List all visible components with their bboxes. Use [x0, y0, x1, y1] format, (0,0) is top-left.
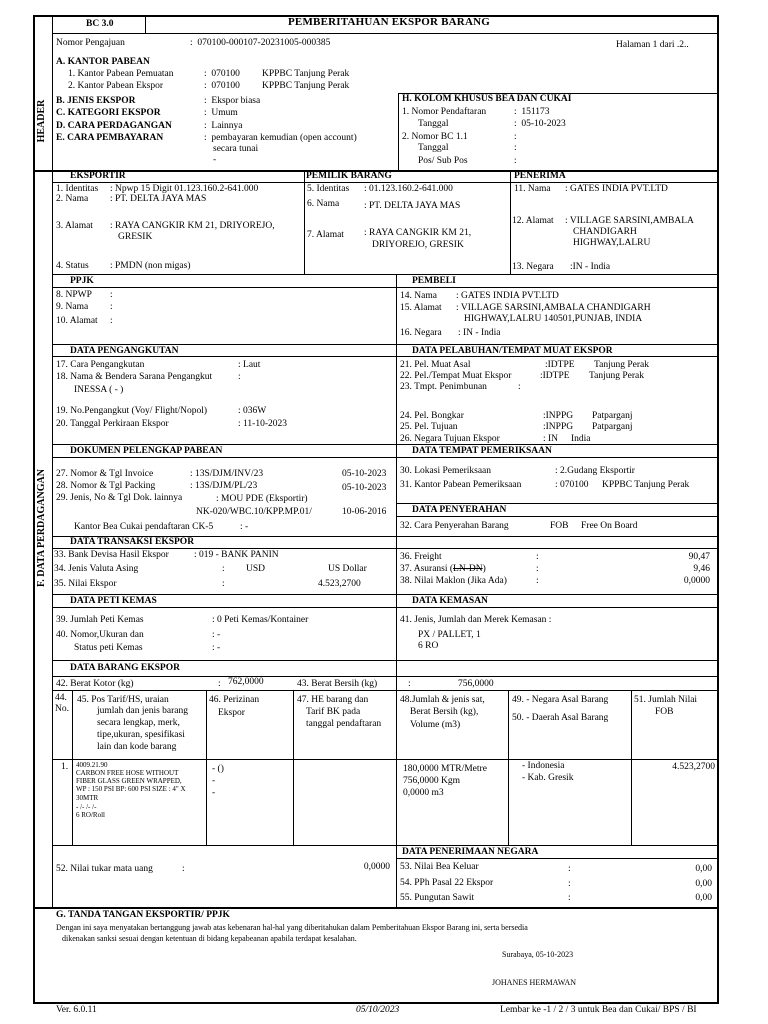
- pel-bongkar-code: :INPPG: [543, 411, 574, 421]
- nomor-pendaftaran-label: 1. Nomor Pendaftaran: [402, 107, 487, 117]
- pemilik-nama-value: : PT. DELTA JAYA MAS: [364, 201, 461, 211]
- pel-negara-label: 26. Negara Tujuan Ekspor: [400, 434, 500, 444]
- ppjk-npwp-colon: :: [110, 290, 113, 300]
- sawit-label: 55. Pungutan Sawit: [400, 893, 475, 903]
- kantor-pemuatan-label: 1. Kantor Pabean Pemuatan: [68, 69, 174, 79]
- pel-timbun-value: :: [518, 382, 521, 392]
- eksportir-nama-label: 2. Nama: [56, 194, 89, 204]
- eksportir-identitas-label: 1. Identitas: [56, 184, 99, 194]
- pengangkutan-nama-colon: :: [238, 372, 241, 382]
- asuransi-value: 9,46: [693, 564, 710, 574]
- eksportir-alamat-label: 3. Alamat: [56, 221, 93, 231]
- sep-transaksi-head: [52, 548, 718, 549]
- col45-head-1: 45. Pos Tarif/HS, uraian: [77, 695, 169, 705]
- col45-head-3: secara lengkap, merk,: [97, 718, 180, 728]
- pembeli-negara-value: : IN - India: [458, 328, 501, 338]
- bea-keluar-colon: :: [568, 864, 571, 874]
- pel-bongkar-label: 24. Pel. Bongkar: [400, 411, 464, 421]
- pengangkutan-no-label: 19. No.Pengangkut (Voy/ Flight/Nopol): [56, 406, 208, 416]
- ck5-label: Kantor Bea Cukai pendaftaran CK-5: [74, 522, 214, 532]
- bea-keluar-label: 53. Nilai Bea Keluar: [400, 862, 479, 872]
- col46-head-1: 46. Perizinan: [209, 695, 260, 705]
- ppjk-header-line: [52, 287, 718, 288]
- dok-lain-label: 29. Jenis, No & Tgl Dok. lainnya: [56, 493, 183, 503]
- col45-head-5: lain dan kode barang: [97, 742, 177, 752]
- pengangkutan-cara-label: 17. Cara Pengangkutan: [56, 360, 145, 370]
- eksportir-status-label: 4. Status: [56, 261, 89, 271]
- bc11-label: 2. Nomor BC 1.1: [402, 132, 468, 142]
- ppjk-heading: PPJK: [70, 276, 94, 286]
- sep-petikemas-head: [52, 607, 718, 608]
- pengangkutan-heading: DATA PENGANGKUTAN: [70, 346, 179, 356]
- kemasan-heading: DATA KEMASAN: [412, 596, 488, 606]
- bank-label: 33. Bank Devisa Hasil Ekspor: [54, 550, 169, 560]
- nomor-pendaftaran-value: : 151173: [514, 107, 550, 117]
- bc11-value: :: [514, 132, 517, 142]
- item-izin-3: -: [212, 788, 216, 798]
- valuta-label: 34. Jenis Valuta Asing: [54, 564, 139, 574]
- nilai-ekspor-colon: :: [222, 579, 225, 589]
- peti-nomor-label: 40. Nomor,Ukuran dan: [56, 630, 144, 640]
- party-divider-2: [510, 170, 511, 274]
- invoice-value: : 13S/DJM/INV/23: [190, 469, 264, 479]
- col50-head: 50. - Daerah Asal Barang: [512, 713, 609, 723]
- tanggal2-value: :: [514, 143, 517, 153]
- eksportir-alamat-value1: : RAYA CANGKIR KM 21, DRIYOREJO,: [110, 221, 275, 231]
- transaksi-heading: DATA TRANSAKSI EKSPOR: [70, 537, 195, 547]
- pengangkutan-tgl-value: : 11-10-2023: [238, 419, 287, 429]
- penerima-alamat-label: 12. Alamat: [512, 216, 554, 226]
- bea-keluar-value: 0,00: [695, 864, 712, 874]
- col49-head: 49. - Negara Asal Barang: [512, 695, 609, 705]
- penyerahan-heading: DATA PENYERAHAN: [412, 505, 507, 515]
- pel-asal-name: Tanjung Perak: [594, 360, 650, 370]
- pembeli-nama-label: 14. Nama: [400, 291, 437, 301]
- item-desc-5: 30MTR: [76, 794, 99, 802]
- pembeli-negara-label: 16. Negara: [400, 328, 442, 338]
- ppjk-npwp-label: 8. NPWP: [56, 290, 92, 300]
- col48-head-1: 48.Jumlah & jenis sat,: [400, 695, 485, 705]
- col44-head-a: 44.: [55, 693, 67, 703]
- ttd-signatory-name: JOHANES HERMAWAN: [492, 978, 577, 987]
- eksportir-identitas-value: : Npwp 15 Digit 01.123.160.2-641.000: [110, 184, 259, 194]
- valuta-colon: :: [222, 564, 225, 574]
- netto-value: 756,0000: [458, 679, 494, 689]
- item-desc-2: CARBON FREE HOSE WITHOUT: [76, 769, 179, 777]
- item-jumlah-2: 756,0000 Kgm: [403, 776, 460, 786]
- kantor-ekspor-name: KPPBC Tanjung Perak: [262, 81, 350, 91]
- pembeli-alamat-value1: : VILLAGE SARSINI,AMBALA CHANDIGARH: [456, 303, 651, 313]
- dok-lain-value: : MOU PDE (Eksportir): [216, 494, 308, 504]
- sep-ttd-top: [33, 907, 719, 909]
- item-fob: 4.523,2700: [672, 762, 715, 772]
- ppjk-alamat-label: 10. Alamat: [56, 316, 98, 326]
- dok-lain-date: 10-06-2016: [342, 507, 387, 517]
- pel-timbun-label: 23. Tmpt. Penimbunan: [400, 382, 487, 392]
- kantor-heading: A. KANTOR PABEAN: [56, 57, 150, 67]
- pelabuhan-heading: DATA PELABUHAN/TEMPAT MUAT EKSPOR: [412, 346, 613, 356]
- pengangkutan-cara-value: : Laut: [238, 360, 261, 370]
- col-44-line: [72, 690, 73, 845]
- penerima-alamat-value2: CHANDIGARH: [573, 227, 637, 237]
- party-divider-1: [304, 170, 305, 274]
- tanggal-label: Tanggal: [418, 119, 449, 129]
- col51-head-2: FOB: [655, 707, 674, 717]
- nilai-ekspor-label: 35. Nilai Ekspor: [54, 579, 117, 589]
- border-left: [33, 15, 35, 1003]
- ttd-heading: G. TANDA TANGAN EKSPORTIR/ PPJK: [56, 910, 230, 920]
- pemilik-alamat-label: 7. Alamat: [307, 230, 344, 240]
- pel-tujuan-code: :INPPG: [543, 422, 574, 432]
- party-header-line: [52, 182, 718, 183]
- kategori-ekspor-value: : Umum: [204, 108, 238, 118]
- pemilik-alamat-value1: : RAYA CANGKIR KM 21,: [364, 228, 472, 238]
- netto-colon: :: [408, 679, 411, 689]
- lokasi-value: : 2.Gudang Eksportir: [555, 466, 635, 476]
- kategori-ekspor-label: C. KATEGORI EKSPOR: [56, 108, 161, 118]
- sep-barang-top: [52, 660, 718, 661]
- pel-tujuan-label: 25. Pel. Tujuan: [400, 422, 458, 432]
- pos-value: :: [514, 156, 517, 166]
- border-bottom: [33, 1002, 719, 1004]
- pel-negara-name: India: [571, 434, 591, 444]
- col-46-line: [293, 690, 294, 845]
- sep-pengangkutan-top: [52, 344, 718, 345]
- party-end-line: [52, 274, 718, 275]
- peti-status-label: Status peti Kemas: [74, 643, 143, 653]
- pel-asal-label: 21. Pel. Muat Asal: [400, 360, 471, 370]
- col47-head-1: 47. HE barang dan: [297, 695, 369, 705]
- freight-label: 36. Freight: [400, 552, 442, 562]
- title-underline: [52, 33, 718, 34]
- page-title: PEMBERITAHUAN EKSPOR BARANG: [288, 16, 490, 28]
- eksportir-nama-value: : PT. DELTA JAYA MAS: [110, 194, 207, 204]
- packing-value: : 13S/DJM/PL/23: [190, 481, 258, 491]
- sep-item-header: [52, 759, 718, 760]
- kantor-pemuatan-code: : 070100: [204, 69, 240, 79]
- sep-dokumen-top: [52, 444, 718, 445]
- pemilik-identitas-label: 5. Identitas: [307, 184, 350, 194]
- maklon-value: 0,0000: [683, 576, 710, 586]
- maklon-label: 38. Nilai Maklon (Jika Ada): [400, 576, 507, 586]
- penerima-heading: PENERIMA: [514, 171, 566, 181]
- kemasan-value2: 6 RO: [418, 641, 439, 651]
- ttd-place-date: Surabaya, 05-10-2023: [502, 950, 574, 959]
- bruto-label: 42. Berat Kotor (kg): [56, 679, 134, 689]
- pph-value: 0,00: [695, 879, 712, 889]
- border-right: [717, 15, 719, 1003]
- footer-date: 05/10/2023: [356, 1005, 400, 1015]
- side-column-line: [52, 15, 53, 908]
- eksportir-alamat-value2: GRESIK: [118, 232, 153, 242]
- pel-tujuan-name: Patparganj: [592, 422, 633, 432]
- penerima-nama-value: : GATES INDIA PVT.LTD: [565, 184, 668, 194]
- pph-label: 54. PPh Pasal 22 Ekspor: [400, 878, 494, 888]
- side-label-data-perdagangan: F. DATA PERDAGANGAN: [36, 469, 47, 587]
- penerima-negara-value: :IN - India: [570, 262, 611, 272]
- kantor-pemuatan-name: KPPBC Tanjung Perak: [262, 69, 350, 79]
- penerima-alamat-value1: : VILLAGE SARSINI,AMBALA: [565, 216, 694, 226]
- ck5-value: : -: [240, 522, 249, 532]
- footer-version: Ver. 6.0.11: [56, 1005, 97, 1015]
- pemilik-alamat-value2: DRIYOREJO, GRESIK: [372, 240, 464, 250]
- kantor-periksa-code: : 070100: [555, 480, 589, 490]
- cara-pembayaran-value3: -: [213, 155, 217, 165]
- pos-label: Pos/ Sub Pos: [418, 156, 468, 166]
- pel-muat-code: :IDTPE: [540, 371, 570, 381]
- jenis-ekspor-label: B. JENIS EKSPOR: [56, 96, 136, 106]
- halaman: Halaman 1 dari .2..: [616, 40, 689, 50]
- peti-jumlah-value: : 0 Peti Kemas/Kontainer: [212, 615, 309, 625]
- kurs-value: 0,0000: [363, 862, 390, 872]
- col45-head-4: tipe,ukuran, spesifikasi: [97, 730, 185, 740]
- item-desc-7: 6 RO/Roll: [76, 811, 105, 819]
- sep-barang-head: [52, 676, 718, 677]
- peti-kemas-heading: DATA PETI KEMAS: [70, 596, 157, 606]
- kolom-khusus-left: [398, 93, 399, 170]
- pemilik-heading: PEMILIK BARANG: [306, 171, 392, 181]
- penerima-negara-label: 13. Negara: [512, 262, 554, 272]
- jenis-ekspor-value: : Ekspor biasa: [204, 96, 261, 106]
- invoice-date: 05-10-2023: [342, 469, 387, 479]
- valuta-name: US Dollar: [328, 564, 367, 574]
- cara-perdagangan-value: : Lainnya: [204, 121, 243, 131]
- pembeli-nama-value: : GATES INDIA PVT.LTD: [456, 291, 559, 301]
- sep-petikemas-top: [52, 594, 718, 595]
- side-label-header: HEADER: [36, 99, 47, 143]
- nilai-ekspor-value: 4.523,2700: [318, 579, 361, 589]
- col45-head-2: jumlah dan jenis barang: [97, 706, 189, 716]
- col44-head-b: No.: [55, 704, 69, 714]
- invoice-label: 27. Nomor & Tgl Invoice: [56, 469, 154, 479]
- item-desc-6: - /- /- /-: [76, 803, 97, 811]
- asuransi-colon: :: [536, 564, 539, 574]
- maklon-colon: :: [536, 576, 539, 586]
- kantor-ekspor-code: : 070100: [204, 81, 240, 91]
- ppjk-alamat-colon: :: [110, 316, 113, 326]
- sep-penerimaan-head: [396, 858, 718, 859]
- netto-label: 43. Berat Bersih (kg): [297, 679, 378, 689]
- packing-label: 28. Nomor & Tgl Packing: [56, 481, 156, 491]
- item-desc-4: WP : 150 PSI BP: 600 PSI SIZE : 4" X: [76, 785, 186, 793]
- nomor-pengajuan-value: : 070100-000107-20231005-000385: [190, 38, 331, 48]
- pengangkutan-nama-label: 18. Nama & Bendera Sarana Pengangkut: [56, 372, 213, 382]
- code-box-line: [145, 15, 146, 33]
- penyerahan-name: Free On Board: [581, 521, 638, 531]
- freight-value: 90,47: [688, 552, 710, 562]
- col-48-line: [508, 690, 509, 845]
- eksportir-heading: EKSPORTIR: [70, 171, 126, 181]
- penerima-alamat-value3: HIGHWAY,LALRU: [573, 238, 651, 248]
- col-45-line: [206, 690, 207, 845]
- penerimaan-heading: DATA PENERIMAAN NEGARA: [402, 847, 539, 857]
- item-izin-1: - (): [212, 764, 224, 774]
- bruto-colon: :: [218, 679, 221, 689]
- item-jumlah-3: 0,0000 m3: [403, 788, 444, 798]
- kurs-colon: :: [182, 864, 185, 874]
- dok-lain-no: NK-020/WBC.10/KPP.MP.01/: [196, 507, 312, 517]
- col-50-line: [631, 690, 632, 845]
- lokasi-label: 30. Lokasi Pemeriksaan: [400, 466, 492, 476]
- pel-muat-label: 22. Pel./Tempat Muat Ekspor: [400, 371, 512, 381]
- main-divider: [396, 274, 397, 908]
- pel-muat-name: Tanjung Perak: [589, 371, 645, 381]
- kemasan-label: 41. Jenis, Jumlah dan Merek Kemasan :: [400, 615, 552, 625]
- item-daerah: - Kab. Gresik: [522, 773, 574, 783]
- eksportir-status-value: : PMDN (non migas): [110, 261, 191, 271]
- pengangkutan-no-value: : 036W: [238, 406, 267, 416]
- sep-berat: [52, 690, 718, 691]
- pengangkutan-tgl-label: 20. Tanggal Perkiraan Ekspor: [56, 419, 169, 429]
- col48-head-2: Berat Bersih (kg),: [410, 707, 479, 717]
- sep-penyerahan-head: [396, 516, 718, 517]
- ttd-statement-2: dikenakan sanksi sesuai dengan ketentuan di bidang kepabeanan apabila terdapat kesalahan.: [62, 934, 357, 943]
- pembeli-alamat-value2: HIGHWAY,LALRU 140501,PUNJAB, INDIA: [464, 314, 643, 324]
- dokumen-heading: DOKUMEN PELENGKAP PABEAN: [70, 446, 223, 456]
- col51-head-1: 51. Jumlah Nilai: [634, 695, 698, 705]
- tanggal-value: : 05-10-2023: [514, 119, 566, 129]
- cara-pembayaran-value2: secara tunai: [213, 144, 259, 154]
- cara-perdagangan-label: D. CARA PERDAGANGAN: [56, 121, 172, 131]
- cara-pembayaran-label: E. CARA PEMBAYARAN: [56, 133, 164, 143]
- penerima-nama-label: 11. Nama: [514, 184, 551, 194]
- pengangkutan-nama-value: INESSA ( - ): [74, 385, 124, 395]
- valuta-code: USD: [246, 564, 266, 574]
- ppjk-nama-label: 9. Nama: [56, 302, 89, 312]
- freight-colon: :: [536, 552, 539, 562]
- bank-value: : 019 - BANK PANIN: [194, 550, 279, 560]
- tempat-periksa-heading: DATA TEMPAT PEMERIKSAAN: [412, 446, 552, 456]
- pemilik-nama-label: 6. Nama: [307, 199, 340, 209]
- tanggal2-label: Tanggal: [418, 143, 449, 153]
- pembeli-heading: PEMBELI: [412, 276, 456, 286]
- pel-negara-code: : IN: [543, 434, 559, 444]
- peti-jumlah-label: 39. Jumlah Peti Kemas: [56, 615, 144, 625]
- col48-head-3: Volume (m3): [410, 720, 461, 730]
- form-code: BC 3.0: [86, 19, 114, 29]
- pph-colon: :: [568, 879, 571, 889]
- kolom-khusus-heading: H. KOLOM KHUSUS BEA DAN CUKAI: [402, 94, 572, 104]
- pel-bongkar-name: Patparganj: [592, 411, 633, 421]
- kantor-ekspor-label: 2. Kantor Pabean Ekspor: [68, 81, 163, 91]
- pembeli-alamat-label: 15. Alamat: [400, 303, 442, 313]
- col47-head-3: tanggal pendaftaran: [306, 719, 382, 729]
- item-izin-2: -: [212, 776, 216, 786]
- kemasan-value1: PX / PALLET, 1: [418, 630, 481, 640]
- sep-dokumen-head: [52, 457, 718, 458]
- col47-head-2: Tarif BK pada: [306, 707, 361, 717]
- peti-status-value: : -: [212, 643, 221, 653]
- kurs-label: 52. Nilai tukar mata uang: [56, 864, 153, 874]
- sep-item-end: [52, 845, 718, 846]
- footer-lembar: Lembar ke -1 / 2 / 3 untuk Bea dan Cukai/ BPS / BI: [500, 1005, 697, 1015]
- col46-head-2: Ekspor: [218, 708, 245, 718]
- asuransi-label: 37. Asuransi (LN-DN): [400, 564, 486, 574]
- ttd-statement-1: Dengan ini saya menyatakan bertanggung jawab atas kebenaran hal-hal yang diberitahukan dalam Pemberitahuan Ekspor Barang ini, serta bersedia: [56, 923, 528, 932]
- item-desc-3: FIBER GLASS GREEN WRAPPED,: [76, 777, 182, 785]
- peti-nomor-value: : -: [212, 630, 221, 640]
- packing-date: 05-10-2023: [342, 483, 387, 493]
- ppjk-nama-colon: :: [110, 302, 113, 312]
- nomor-pengajuan-label: Nomor Pengajuan: [56, 38, 125, 48]
- item-negara: - Indonesia: [522, 761, 565, 771]
- penyerahan-code: FOB: [550, 521, 569, 531]
- sawit-colon: :: [568, 893, 571, 903]
- kantor-periksa-name: KPPBC Tanjung Perak: [602, 480, 690, 490]
- barang-heading: DATA BARANG EKSPOR: [70, 663, 180, 673]
- kantor-periksa-label: 31. Kantor Pabean Pemeriksaan: [400, 480, 522, 490]
- sawit-value: 0,00: [695, 893, 712, 903]
- item-desc-1: 4009.21.90: [76, 761, 108, 769]
- item-jumlah-1: 180,0000 MTR/Metre: [403, 764, 487, 774]
- item-no: 1.: [61, 762, 69, 772]
- pemilik-identitas-value: : 01.123.160.2-641.000: [364, 184, 453, 194]
- pel-asal-code: :IDTPE: [545, 360, 575, 370]
- penyerahan-label: 32. Cara Penyerahan Barang: [400, 521, 509, 531]
- cara-pembayaran-value1: : pembayaran kemudian (open account): [204, 133, 357, 143]
- bruto-value: 762,0000: [228, 677, 264, 687]
- sep-penyerahan-top: [396, 503, 718, 504]
